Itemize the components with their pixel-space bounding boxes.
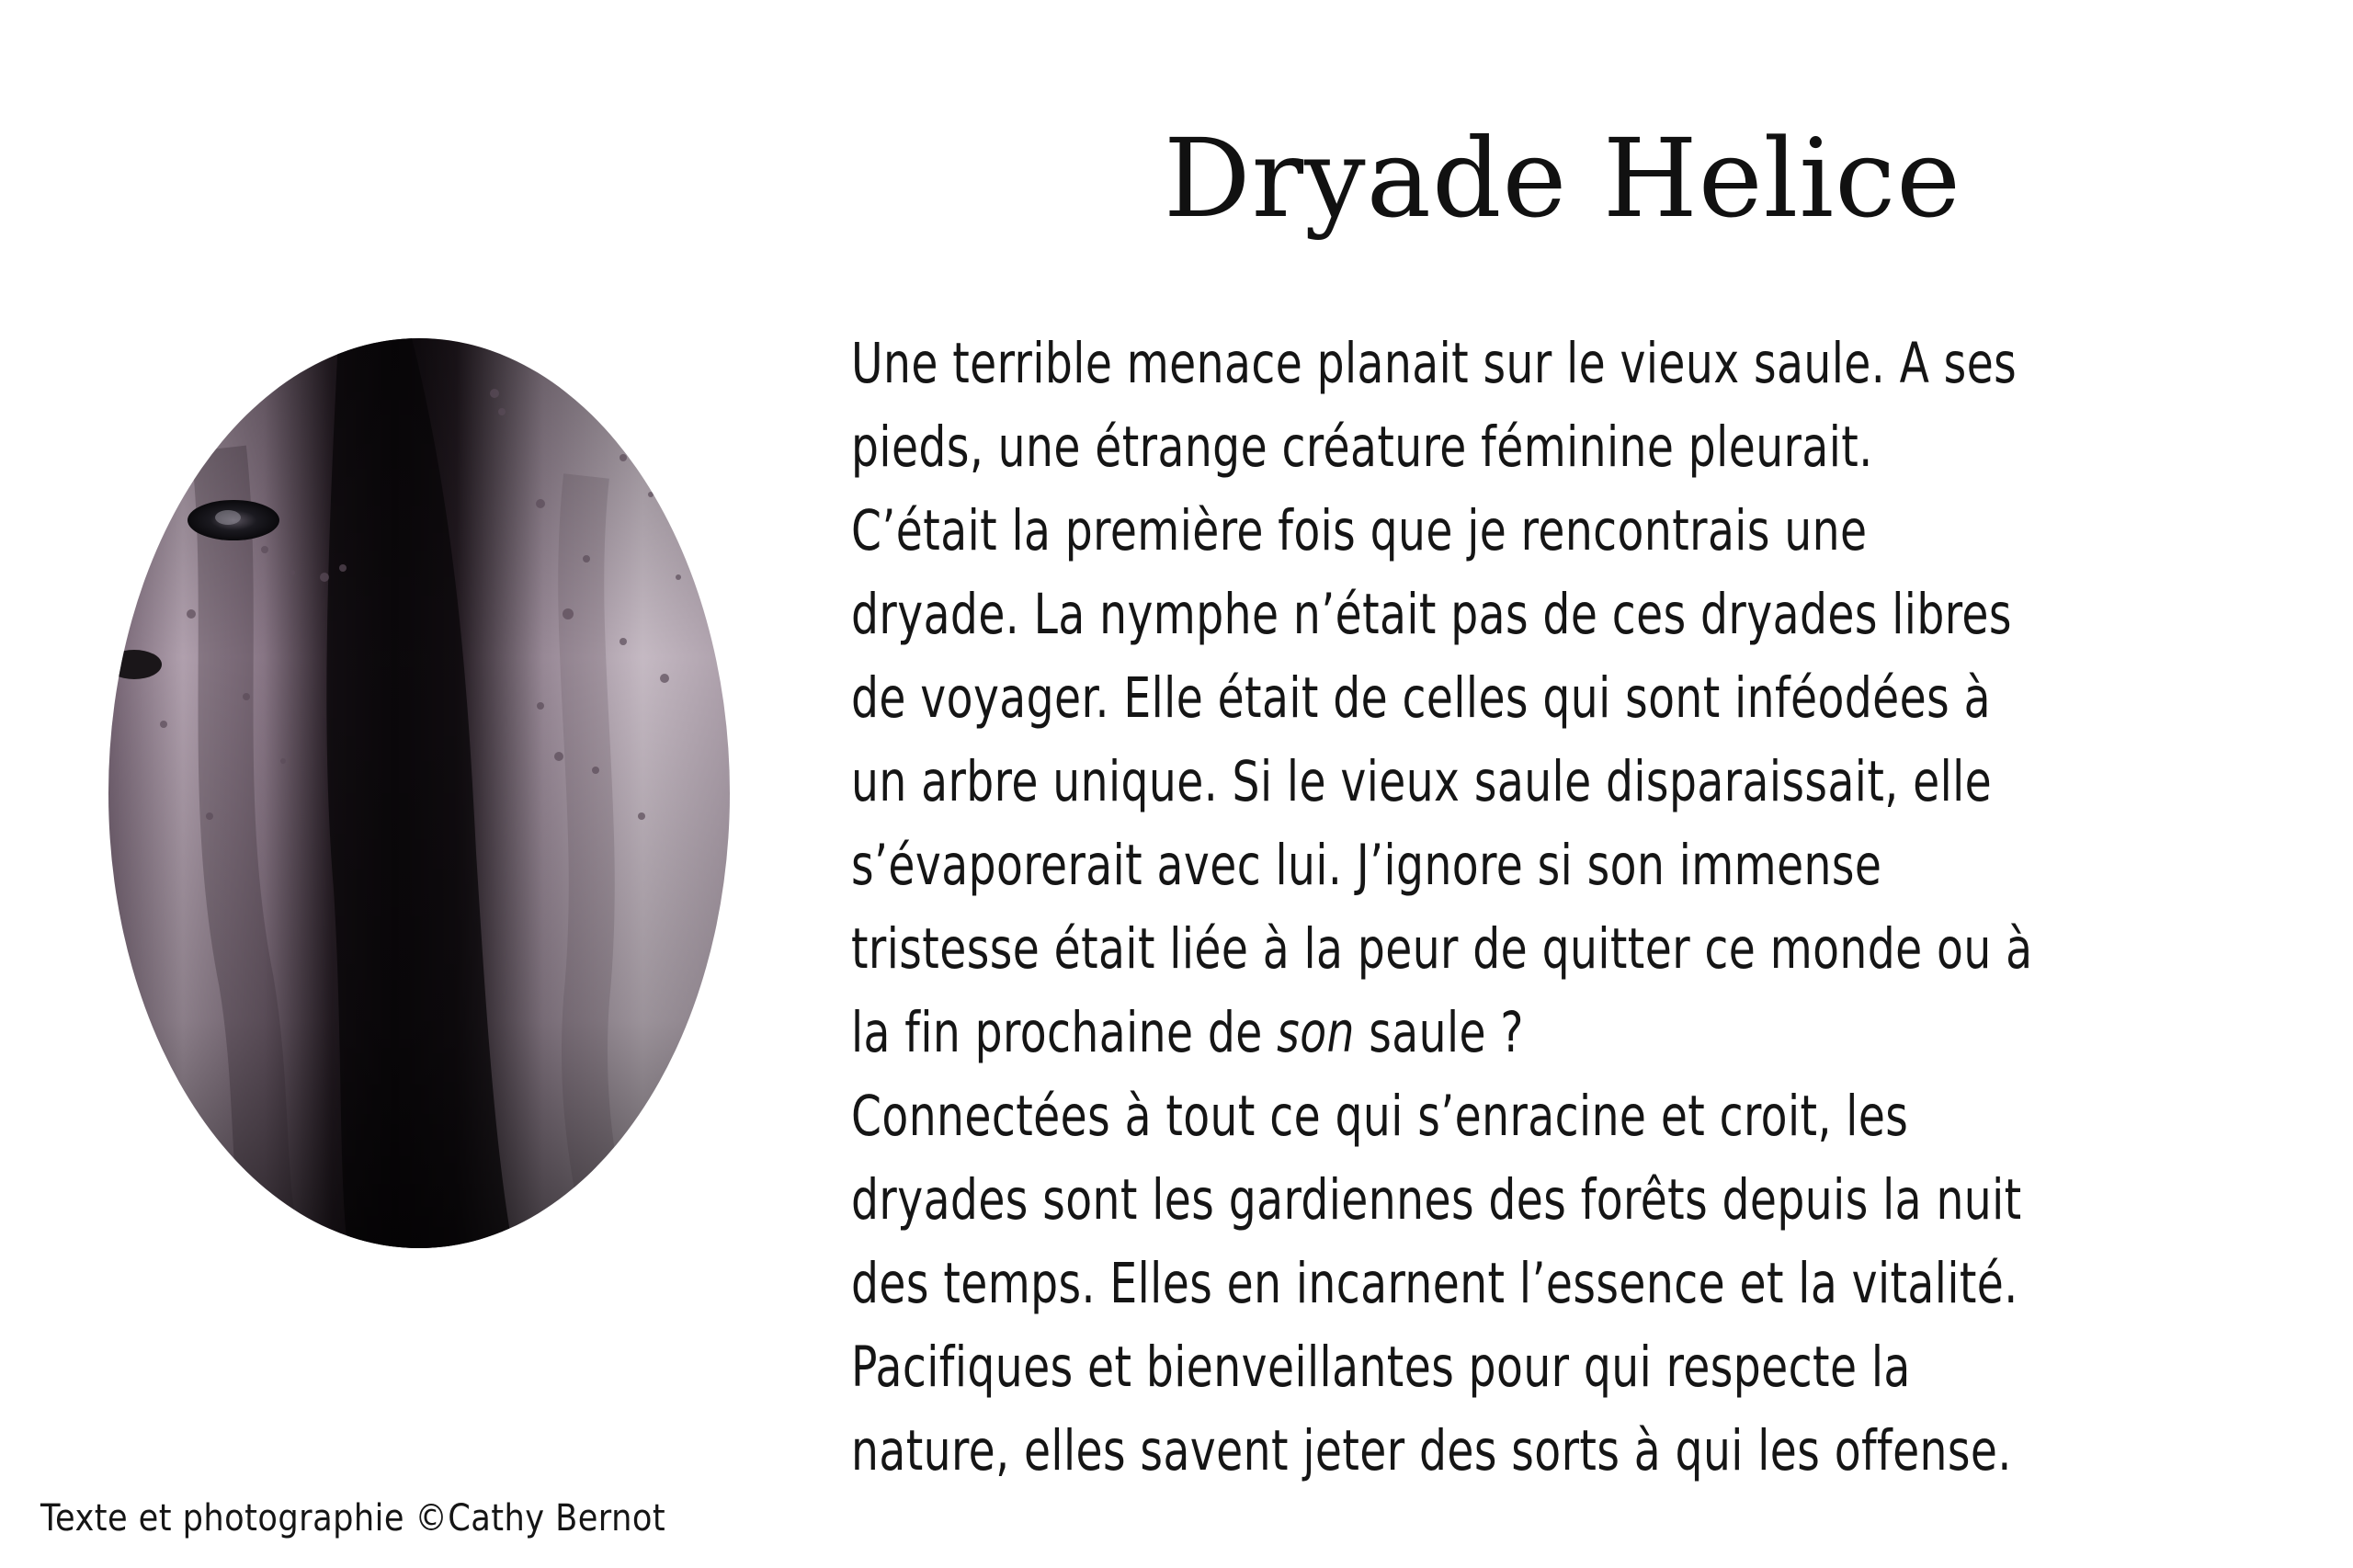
- story-line: Connectées à tout ce qui s’enracine et croit, les: [851, 1084, 1909, 1149]
- story-line: C’était la première fois que je rencontrais une: [851, 498, 1868, 563]
- oval-photo: [108, 338, 730, 1248]
- story-line: de voyager. Elle était de celles qui sont inféodées à: [851, 665, 1991, 731]
- story-line: dryade. La nymphe n’était pas de ces dryades libres: [851, 582, 2012, 647]
- story-line: pieds, une étrange créature féminine pleurait.: [851, 415, 1873, 480]
- story-line: Pacifiques et bienveillantes pour qui respecte la: [851, 1335, 1911, 1400]
- story-line: des temps. Elles en incarnent l’essence et la vitalité.: [851, 1251, 2018, 1316]
- story-line: nature, elles savent jeter des sorts à qui les offense.: [851, 1418, 2012, 1483]
- story-line: tristesse était liée à la peur de quitter ce monde ou à: [851, 916, 2033, 982]
- page-title: Dryade Helice: [1163, 115, 1962, 242]
- story-line-emphasis: son: [1277, 1000, 1355, 1065]
- story-text: [851, 322, 2267, 1493]
- story-line: s’évaporerait avec lui. J’ignore si son immense: [851, 833, 1882, 898]
- story-line: Une terrible menace planait sur le vieux saule. A ses: [851, 331, 2018, 396]
- story-line: [851, 991, 2068, 1074]
- story-line: dryades sont les gardiennes des forêts depuis la nuit: [851, 1167, 2022, 1233]
- oval-photo-icon: [108, 338, 730, 1248]
- story-line-start: la fin prochaine de: [851, 1000, 1278, 1065]
- story-line-end: saule ?: [1354, 1000, 1524, 1065]
- story-line: un arbre unique. Si le vieux saule disparaissait, elle: [851, 749, 1993, 814]
- photo-credit: Texte et photographie ©Cathy Bernot: [40, 1497, 666, 1540]
